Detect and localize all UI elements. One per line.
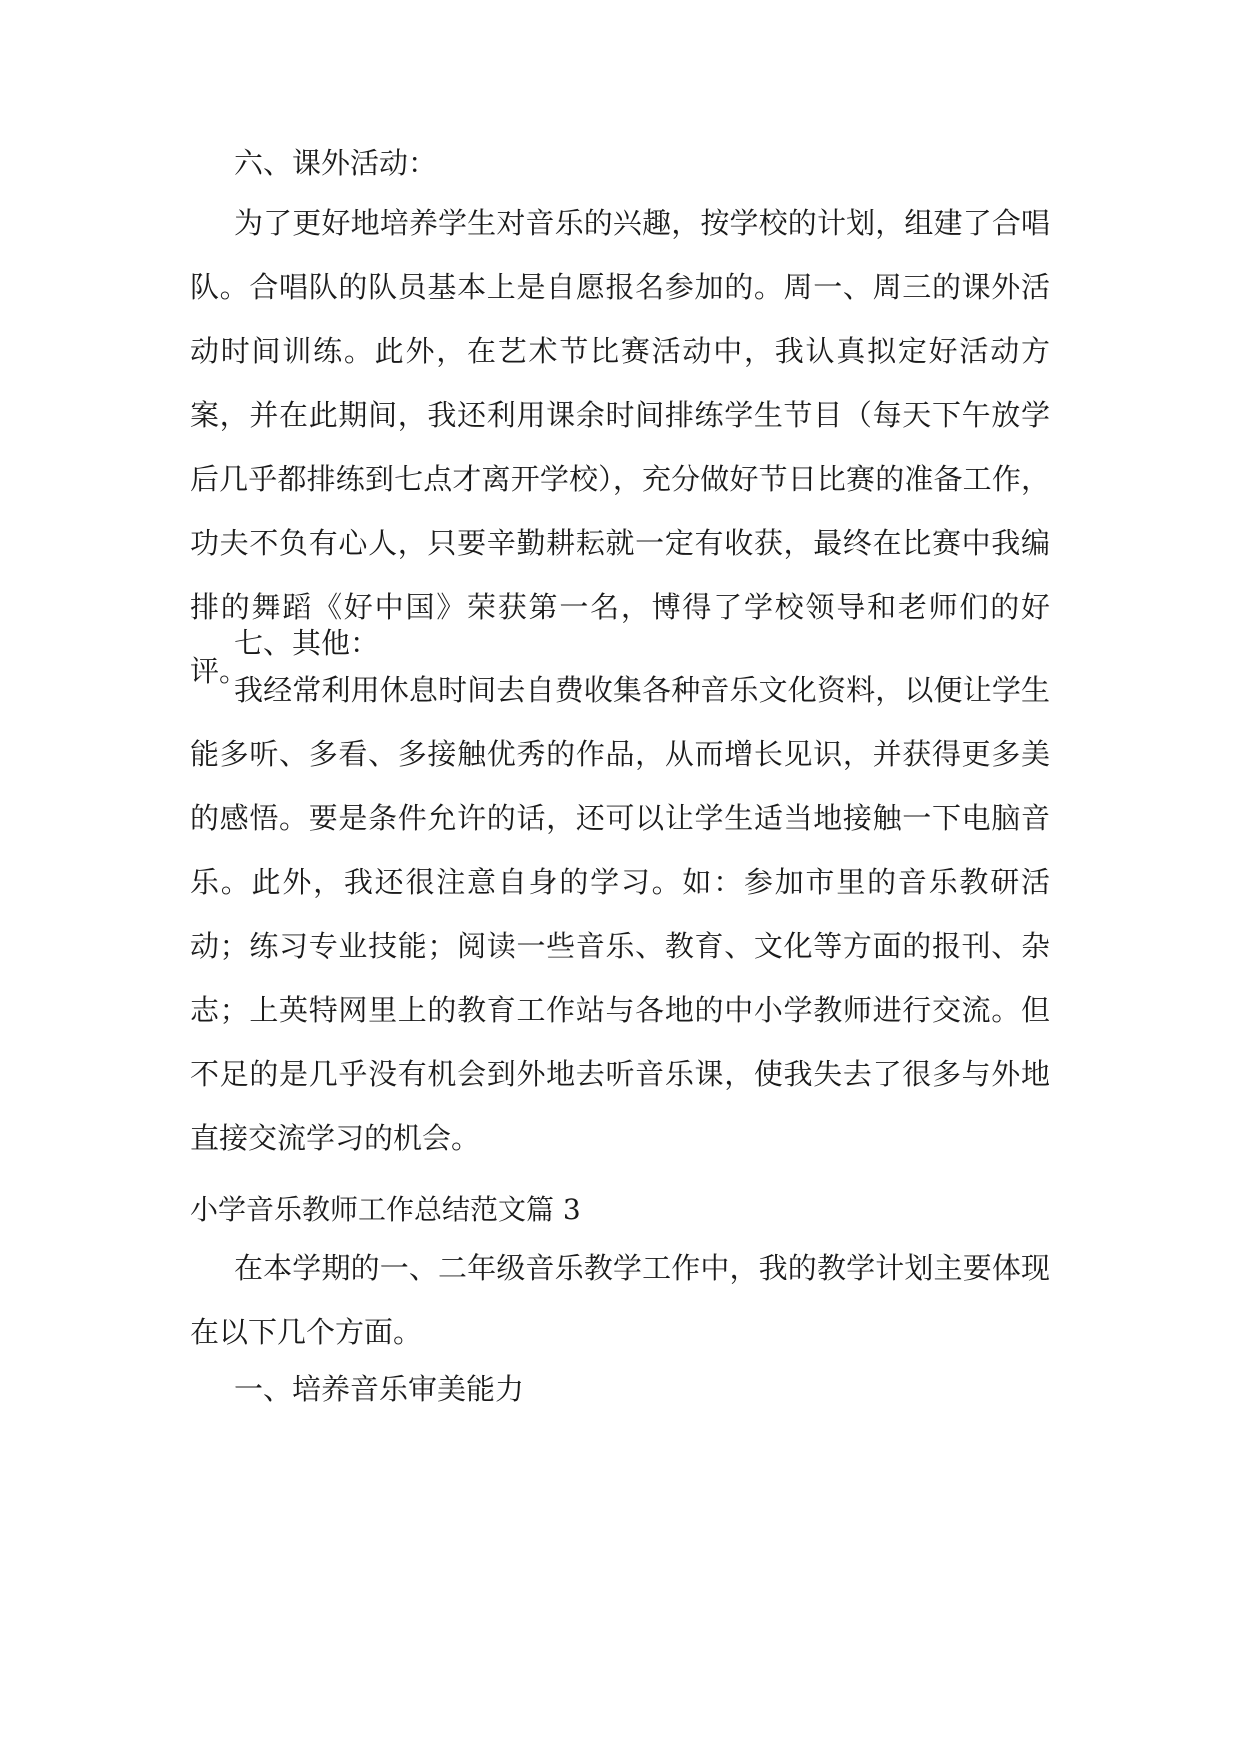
article-title: 小学音乐教师工作总结范文篇 3	[190, 1193, 581, 1226]
section-heading-extracurricular: 六、课外活动：	[234, 146, 438, 180]
paragraph-intro: 在本学期的一、二年级音乐教学工作中，我的教学计划主要体现在以下几个方面。	[190, 1251, 1050, 1349]
section-heading-other: 七、其他：	[234, 626, 380, 660]
paragraph-extracurricular: 为了更好地培养学生对音乐的兴趣，按学校的计划，组建了合唱队。合唱队的队员基本上是自愿报名参加的。周一、周三的课外活动时间训练。此外，在艺术节比赛活动中，我认真拟定好活动方案，并在此期间，我还利用课余时间排练学生节目（每天下午放学后几乎都排练到七点才离开学校），充分做好节日比赛的准备工作，功夫不负有心人，只要辛勤耕耘就一定有收获，最终在比赛中我编排的舞蹈《好中国》荣获第一名，博得了学校领导和老师们的好评。	[190, 206, 1050, 688]
paragraph-other: 我经常利用休息时间去自费收集各种音乐文化资料，以便让学生能多听、多看、多接触优秀的作品，从而增长见识，并获得更多美的感悟。要是条件允许的话，还可以让学生适当地接触一下电脑音乐。此外，我还很注意自身的学习。如：参加市里的音乐教研活动；练习专业技能；阅读一些音乐、教育、文化等方面的报刊、杂志；上英特网里上的教育工作站与各地的中小学教师进行交流。但不足的是几乎没有机会到外地去听音乐课，使我失去了很多与外地直接交流学习的机会。	[190, 673, 1050, 1155]
section-heading-aesthetic: 一、培养音乐审美能力	[234, 1372, 525, 1406]
